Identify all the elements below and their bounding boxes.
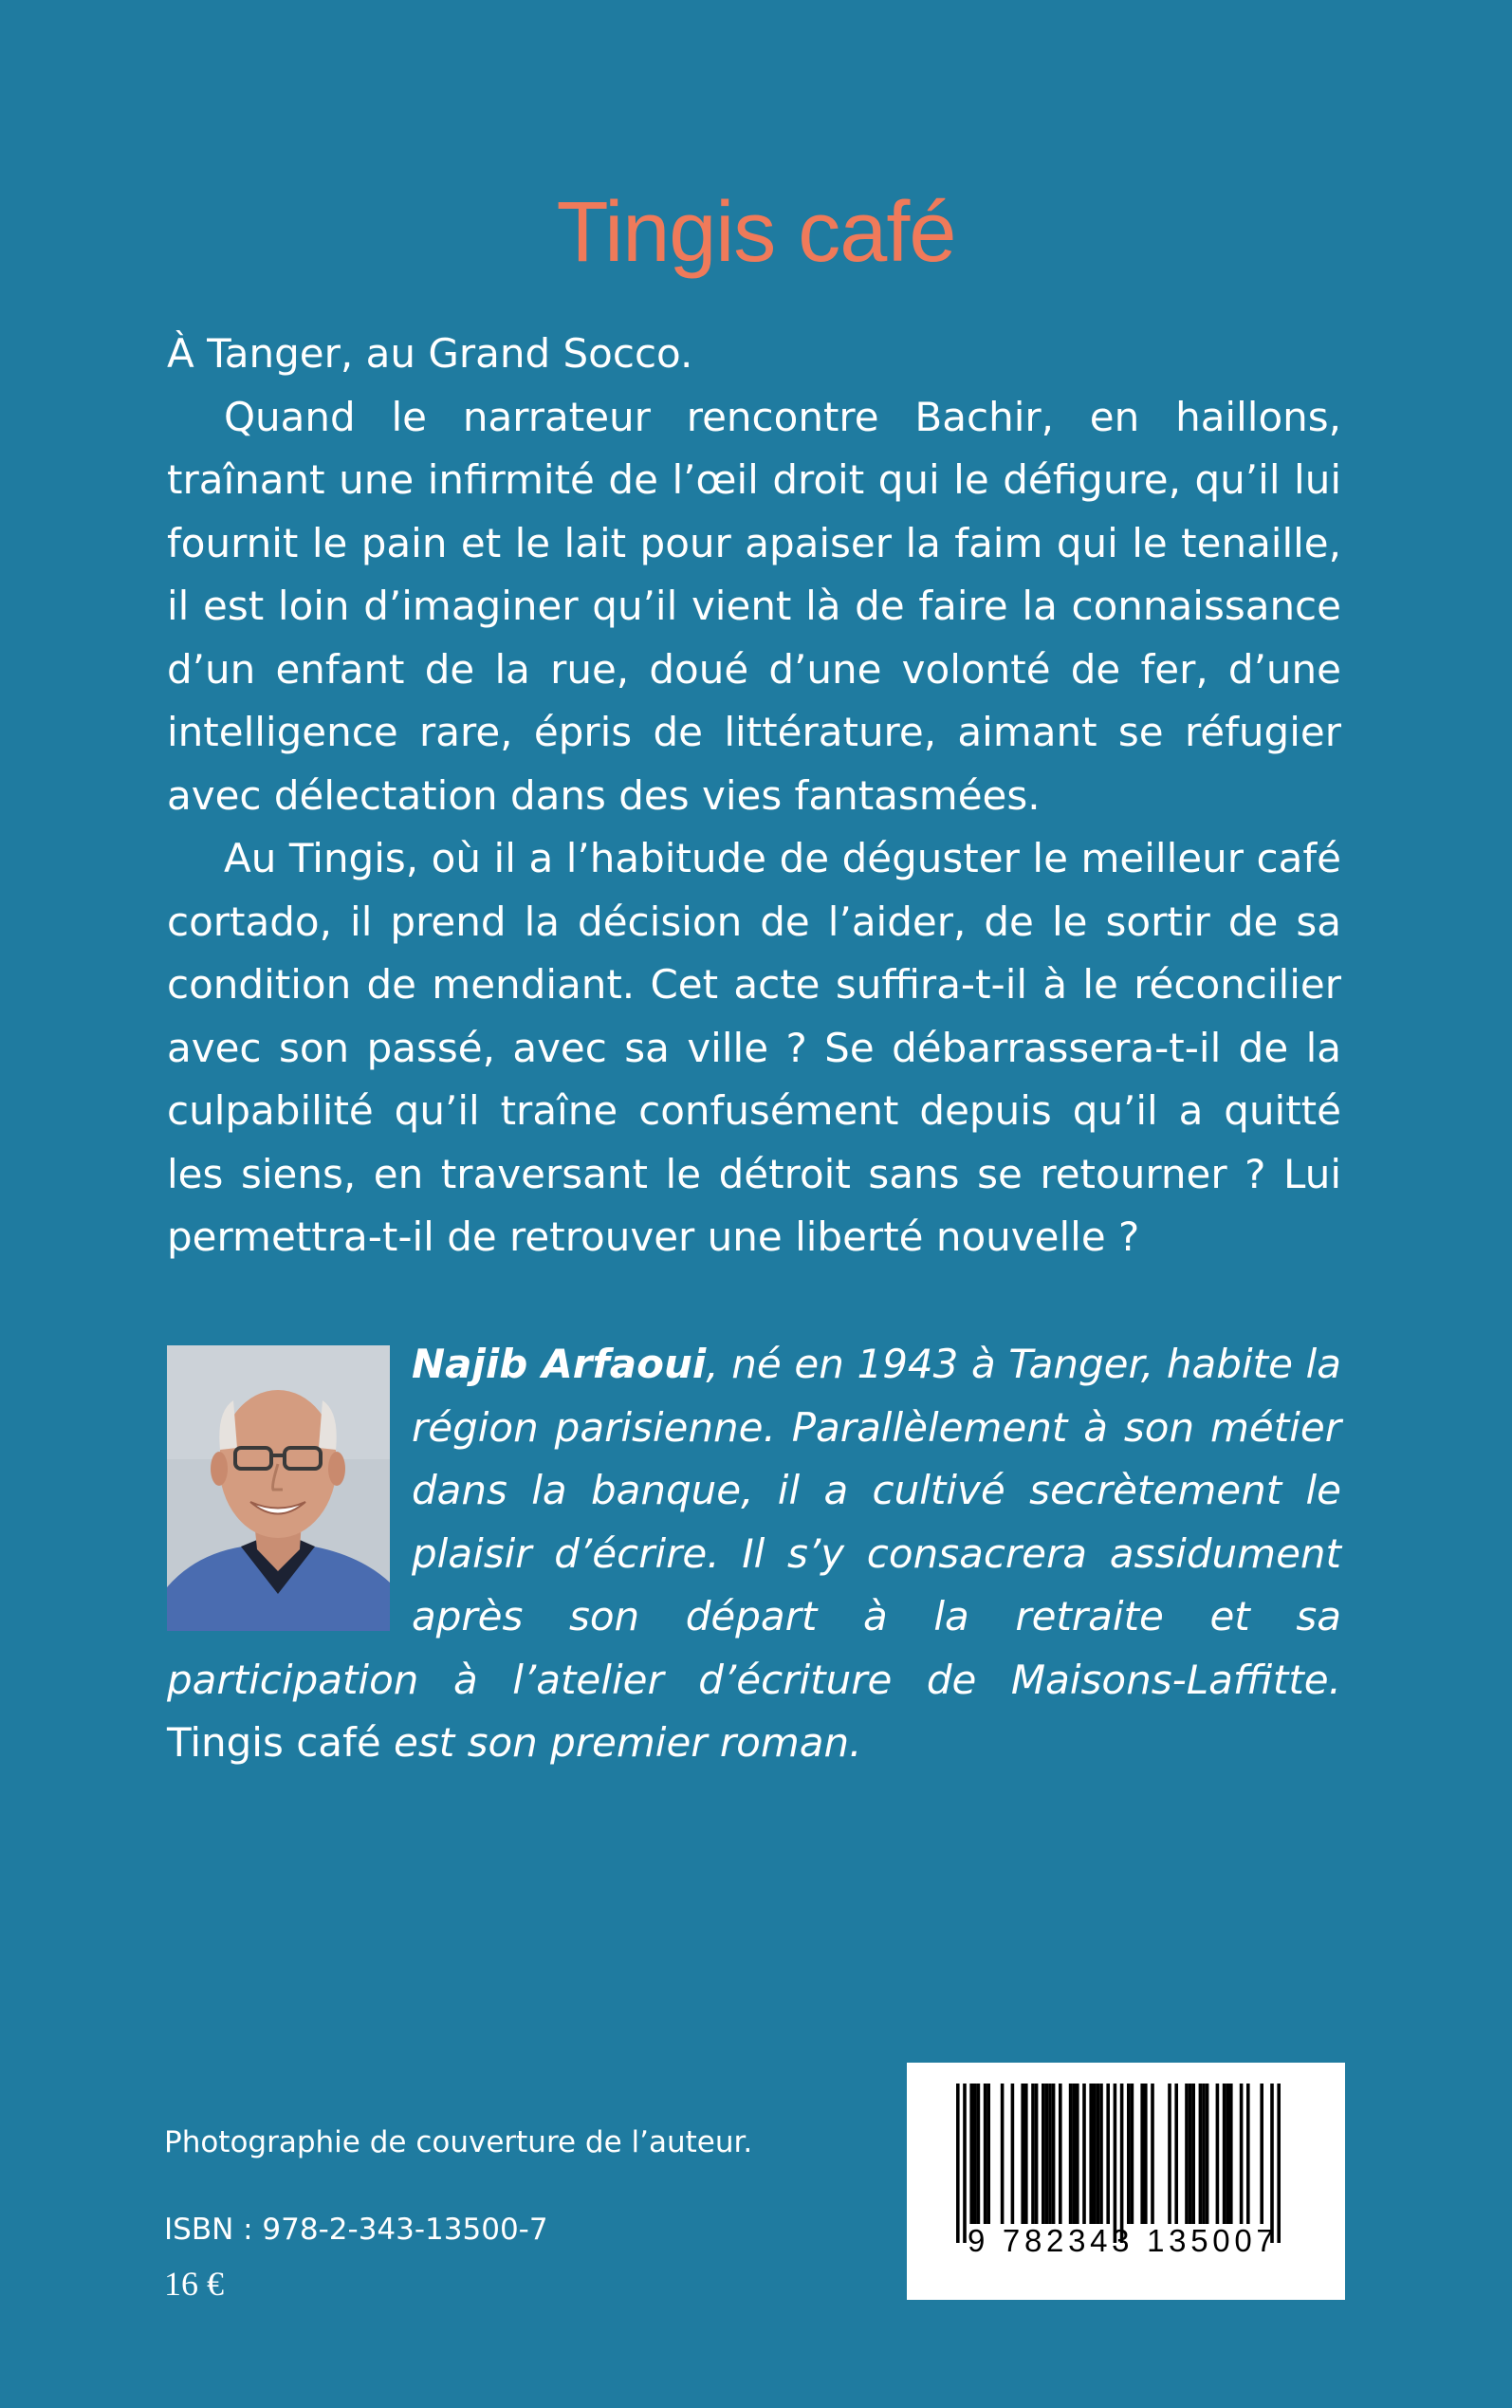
barcode-bar	[1106, 2084, 1110, 2224]
barcode-bar	[1216, 2084, 1220, 2224]
barcode-bar	[1099, 2084, 1103, 2224]
barcode	[907, 2063, 1345, 2300]
barcode-bar	[956, 2084, 960, 2243]
barcode-bar	[1001, 2084, 1005, 2224]
barcode-bar	[1202, 2084, 1206, 2224]
barcode-bar	[1127, 2084, 1131, 2224]
barcode-bar	[1131, 2084, 1134, 2224]
barcode-bar	[1035, 2084, 1039, 2224]
barcode-bar	[1042, 2084, 1045, 2224]
barcode-bar	[1048, 2084, 1052, 2224]
barcode-bar	[1168, 2084, 1171, 2224]
photo-credit: Photographie de couverture de l’auteur.	[164, 2125, 753, 2159]
barcode-bar	[1226, 2084, 1229, 2224]
barcode-bar	[1174, 2084, 1178, 2224]
barcode-bar	[1189, 2084, 1192, 2224]
photo-spacer	[167, 1333, 412, 1644]
barcode-bar	[1059, 2084, 1062, 2224]
summary-paragraph-3: Au Tingis, où il a l’habitude de déguster le meilleur café cortado, il prend la décision de l’aider, de le sortir de sa condition de mendiant. Cet acte suffira-t-il à le réconcilier avec son passé, avec sa ville ? Se débarrassera-t-il de la culpabilité qu’il traîne confusément depuis qu’il a quitté les siens, en traversant le détroit sans se retourner ? Lui permettra-t-il de retrouver une liberté nouvelle ?	[167, 835, 1341, 1260]
barcode-bar	[1277, 2084, 1281, 2243]
author-bio-end: est son premier roman.	[380, 1719, 862, 1766]
barcode-bar	[1093, 2084, 1097, 2224]
book-title: Tingis café	[556, 185, 956, 280]
barcode-bar	[969, 2084, 973, 2224]
summary-paragraph-1: À Tanger, au Grand Socco.	[167, 330, 693, 377]
barcode-bar	[1076, 2084, 1079, 2224]
barcode-bar	[1082, 2084, 1086, 2224]
barcode-bar	[1185, 2084, 1189, 2224]
barcode-bar	[977, 2084, 981, 2224]
barcode-bar	[1191, 2084, 1195, 2224]
isbn: ISBN : 978-2-343-13500-7	[164, 2213, 548, 2247]
barcode-bar	[1140, 2084, 1144, 2224]
barcode-bar	[1069, 2084, 1073, 2224]
barcode-bar	[1144, 2084, 1148, 2224]
author-book-title: Tingis café	[167, 1719, 381, 1766]
author-name: Najib Arfaoui	[412, 1341, 707, 1387]
barcode-bar	[973, 2084, 977, 2224]
barcode-bar	[1260, 2084, 1263, 2224]
barcode-bar	[1223, 2084, 1226, 2224]
barcode-bars	[907, 2063, 1345, 2300]
barcode-bar	[1011, 2084, 1015, 2224]
author-bio-text: , né en 1943 à Tanger, habite la région parisienne. Parallèlement à son métier dans la banque, il a cultivé secrètement le plaisir d’écrire. Il s’y consacrera assidument après son départ à la retraite et sa participation à l’atelier d’écriture de Maisons-Laffitte.	[167, 1341, 1341, 1703]
barcode-bar	[1031, 2084, 1035, 2224]
author-bio	[167, 1333, 1341, 1775]
barcode-bar	[1024, 2084, 1028, 2224]
barcode-digits: 9 782343 135007	[968, 2223, 1279, 2258]
barcode-bar	[1199, 2084, 1203, 2224]
price: 16 €	[164, 2265, 224, 2303]
barcode-bar	[1072, 2084, 1076, 2224]
barcode-bar	[1021, 2084, 1024, 2224]
summary-paragraph-2: Quand le narrateur rencontre Bachir, en haillons, traînant une infirmité de l’œil droit qui le défigure, qu’il lui fournit le pain et le lait pour apaiser la faim qui le tenaille, il est loin d’imaginer qu’il vient là de faire la connaissance d’un enfant de la rue, doué d’une volonté de fer, d’une intelligence rare, épris de littérature, aimant se réfugier avec délectation dans des vies fantasmées.	[167, 393, 1341, 819]
barcode-bar	[1151, 2084, 1154, 2224]
barcode-bar	[984, 2084, 987, 2224]
barcode-bar	[1045, 2084, 1049, 2224]
barcode-bar	[1097, 2084, 1100, 2224]
barcode-bar	[1229, 2084, 1233, 2224]
barcode-bar	[1246, 2084, 1250, 2224]
barcode-bar	[1240, 2084, 1244, 2224]
barcode-bar	[1089, 2084, 1093, 2224]
barcode-bar	[1114, 2084, 1117, 2243]
barcode-bar	[1206, 2084, 1209, 2224]
barcode-bar	[1270, 2084, 1274, 2243]
barcode-bar	[1052, 2084, 1056, 2224]
barcode-bar	[1120, 2084, 1124, 2243]
barcode-bar	[963, 2084, 967, 2243]
barcode-bar	[986, 2084, 990, 2224]
back-cover-summary	[167, 323, 1341, 1269]
